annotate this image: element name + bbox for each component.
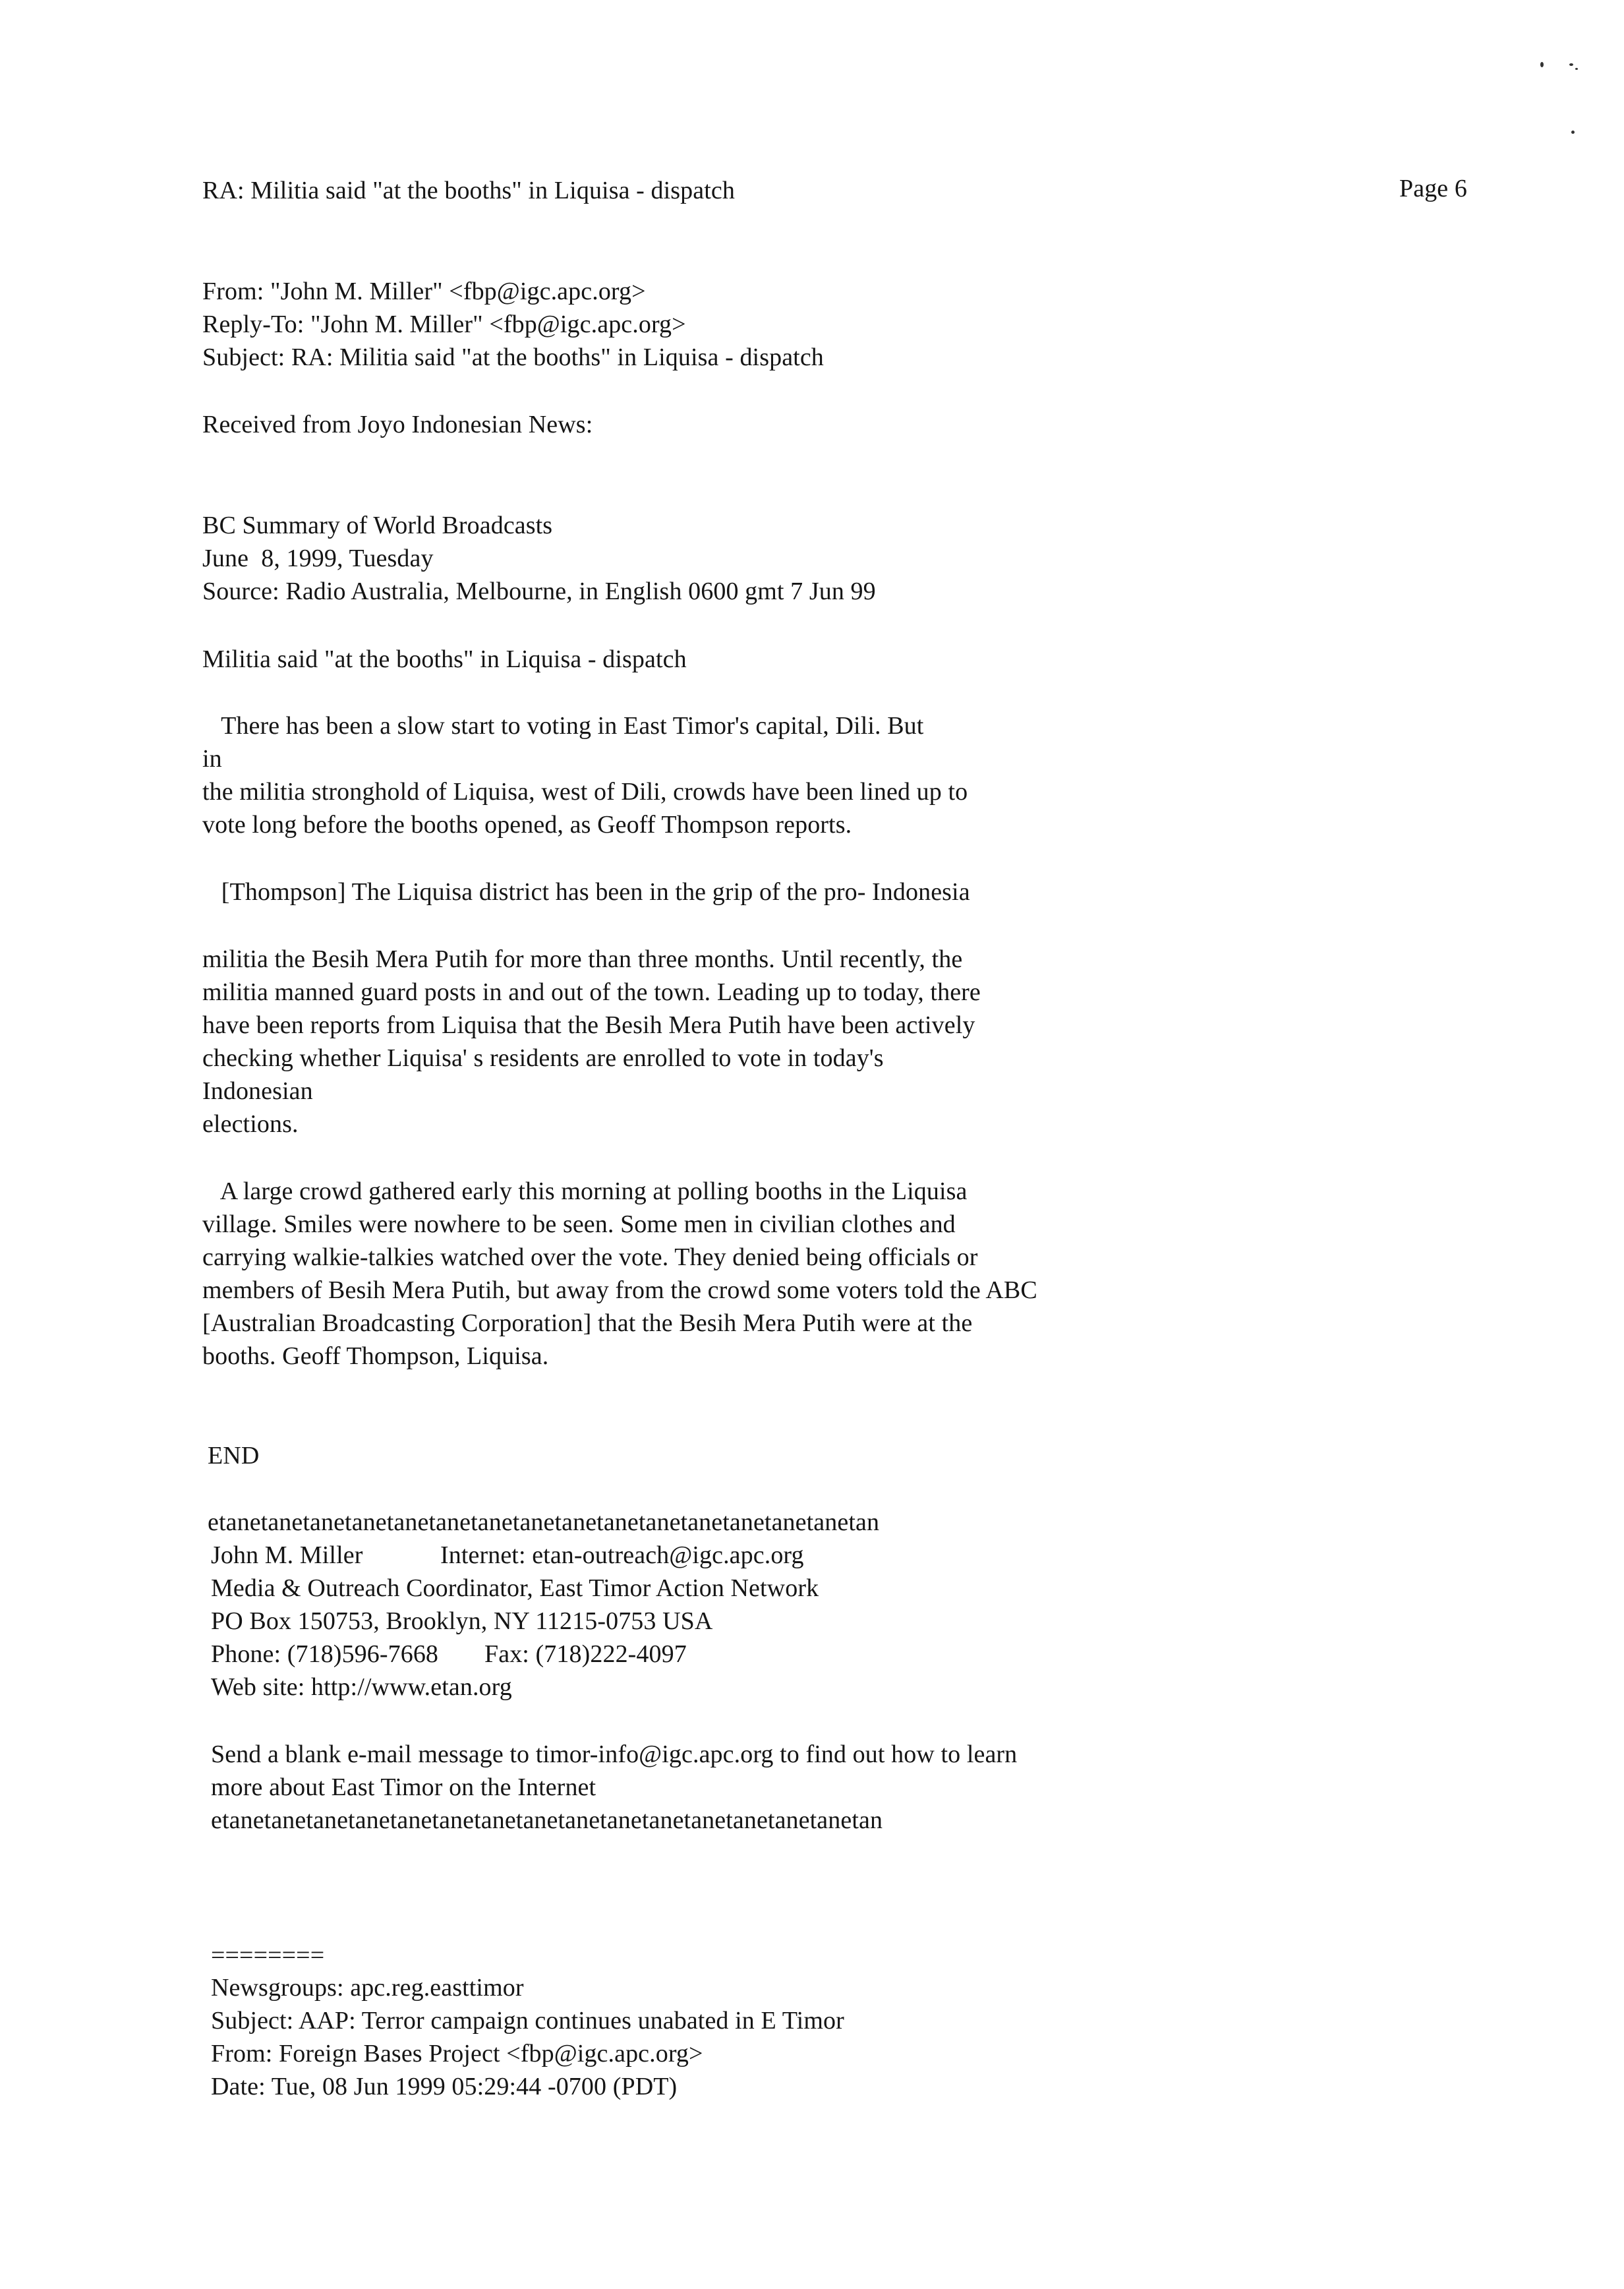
body-line: militia manned guard posts in and out of the town. Leading up to today, there <box>202 978 981 1006</box>
body-line: in <box>202 745 222 773</box>
next-date: Date: Tue, 08 Jun 1999 05:29:44 -0700 (PDT) <box>211 2073 678 2100</box>
page-number: Page 6 <box>1399 175 1467 202</box>
message-divider: ======== <box>211 1942 325 1969</box>
signature-info: Send a blank e-mail message to timor-info@igc.apc.org to find out how to learn <box>211 1740 1018 1768</box>
next-subject: Subject: AAP: Terror campaign continues unabated in E Timor <box>211 2007 844 2035</box>
page-title: RA: Militia said "at the booths" in Liquisa - dispatch <box>202 177 735 204</box>
scan-speck <box>1569 63 1573 66</box>
body-line: carrying walkie-talkies watched over the vote. They denied being officials or <box>202 1243 978 1271</box>
broadcast-date: June 8, 1999, Tuesday <box>202 545 434 572</box>
body-line: [Thompson] The Liquisa district has been in the grip of the pro- Indonesia <box>202 878 970 906</box>
email-from: From: "John M. Miller" <fbp@igc.apc.org> <box>202 278 646 305</box>
body-line: A large crowd gathered early this morning at polling booths in the Liquisa <box>202 1177 968 1205</box>
next-from: From: Foreign Bases Project <fbp@igc.apc.org> <box>211 2040 703 2067</box>
signature-separator: etanetanetanetanetanetanetanetanetanetanetanetanetanetanetanetan <box>211 1806 883 1834</box>
signature-address: PO Box 150753, Brooklyn, NY 11215-0753 USA <box>211 1607 713 1635</box>
body-line: the militia stronghold of Liquisa, west of Dili, crowds have been lined up to <box>202 778 968 806</box>
body-line: checking whether Liquisa' s residents are enrolled to vote in today's <box>202 1044 884 1072</box>
body-line: members of Besih Mera Putih, but away from the crowd some voters told the ABC <box>202 1276 1037 1304</box>
end-marker: END <box>208 1442 260 1470</box>
scan-speck <box>1575 68 1578 70</box>
body-line: village. Smiles were nowhere to be seen. Some men in civilian clothes and <box>202 1210 956 1238</box>
signature-internet: Internet: etan-outreach@igc.apc.org <box>440 1541 804 1569</box>
email-reply-to: Reply-To: "John M. Miller" <fbp@igc.apc.org> <box>202 311 686 338</box>
signature-name: John M. Miller <box>211 1541 363 1569</box>
scan-speck <box>1571 131 1575 134</box>
email-subject: Subject: RA: Militia said "at the booths" in Liquisa - dispatch <box>202 343 824 371</box>
received-from: Received from Joyo Indonesian News: <box>202 411 593 438</box>
signature-fax: Fax: (718)222-4097 <box>484 1640 687 1668</box>
scan-speck <box>1540 62 1544 67</box>
body-line: vote long before the booths opened, as Geoff Thompson reports. <box>202 811 852 839</box>
broadcast-source-name: BC Summary of World Broadcasts <box>202 512 553 539</box>
signature-website: Web site: http://www.etan.org <box>211 1673 512 1701</box>
body-line: Indonesian <box>202 1077 313 1105</box>
next-newsgroups: Newsgroups: apc.reg.easttimor <box>211 1974 524 2002</box>
broadcast-source: Source: Radio Australia, Melbourne, in English 0600 gmt 7 Jun 99 <box>202 578 876 605</box>
body-line: booths. Geoff Thompson, Liquisa. <box>202 1342 549 1370</box>
article-headline: Militia said "at the booths" in Liquisa - dispatch <box>202 645 687 673</box>
body-line: [Australian Broadcasting Corporation] that the Besih Mera Putih were at the <box>202 1309 973 1337</box>
signature-role: Media & Outreach Coordinator, East Timor Action Network <box>211 1574 819 1602</box>
signature-separator: etanetanetanetanetanetanetanetanetanetanetanetanetanetanetanetan <box>208 1508 880 1536</box>
body-line: have been reports from Liquisa that the Besih Mera Putih have been actively <box>202 1011 975 1039</box>
signature-phone: Phone: (718)596-7668 <box>211 1640 439 1668</box>
signature-info: more about East Timor on the Internet <box>211 1773 596 1801</box>
body-line: elections. <box>202 1110 299 1138</box>
body-line: There has been a slow start to voting in East Timor's capital, Dili. But <box>202 712 924 740</box>
body-line: militia the Besih Mera Putih for more than three months. Until recently, the <box>202 945 963 973</box>
